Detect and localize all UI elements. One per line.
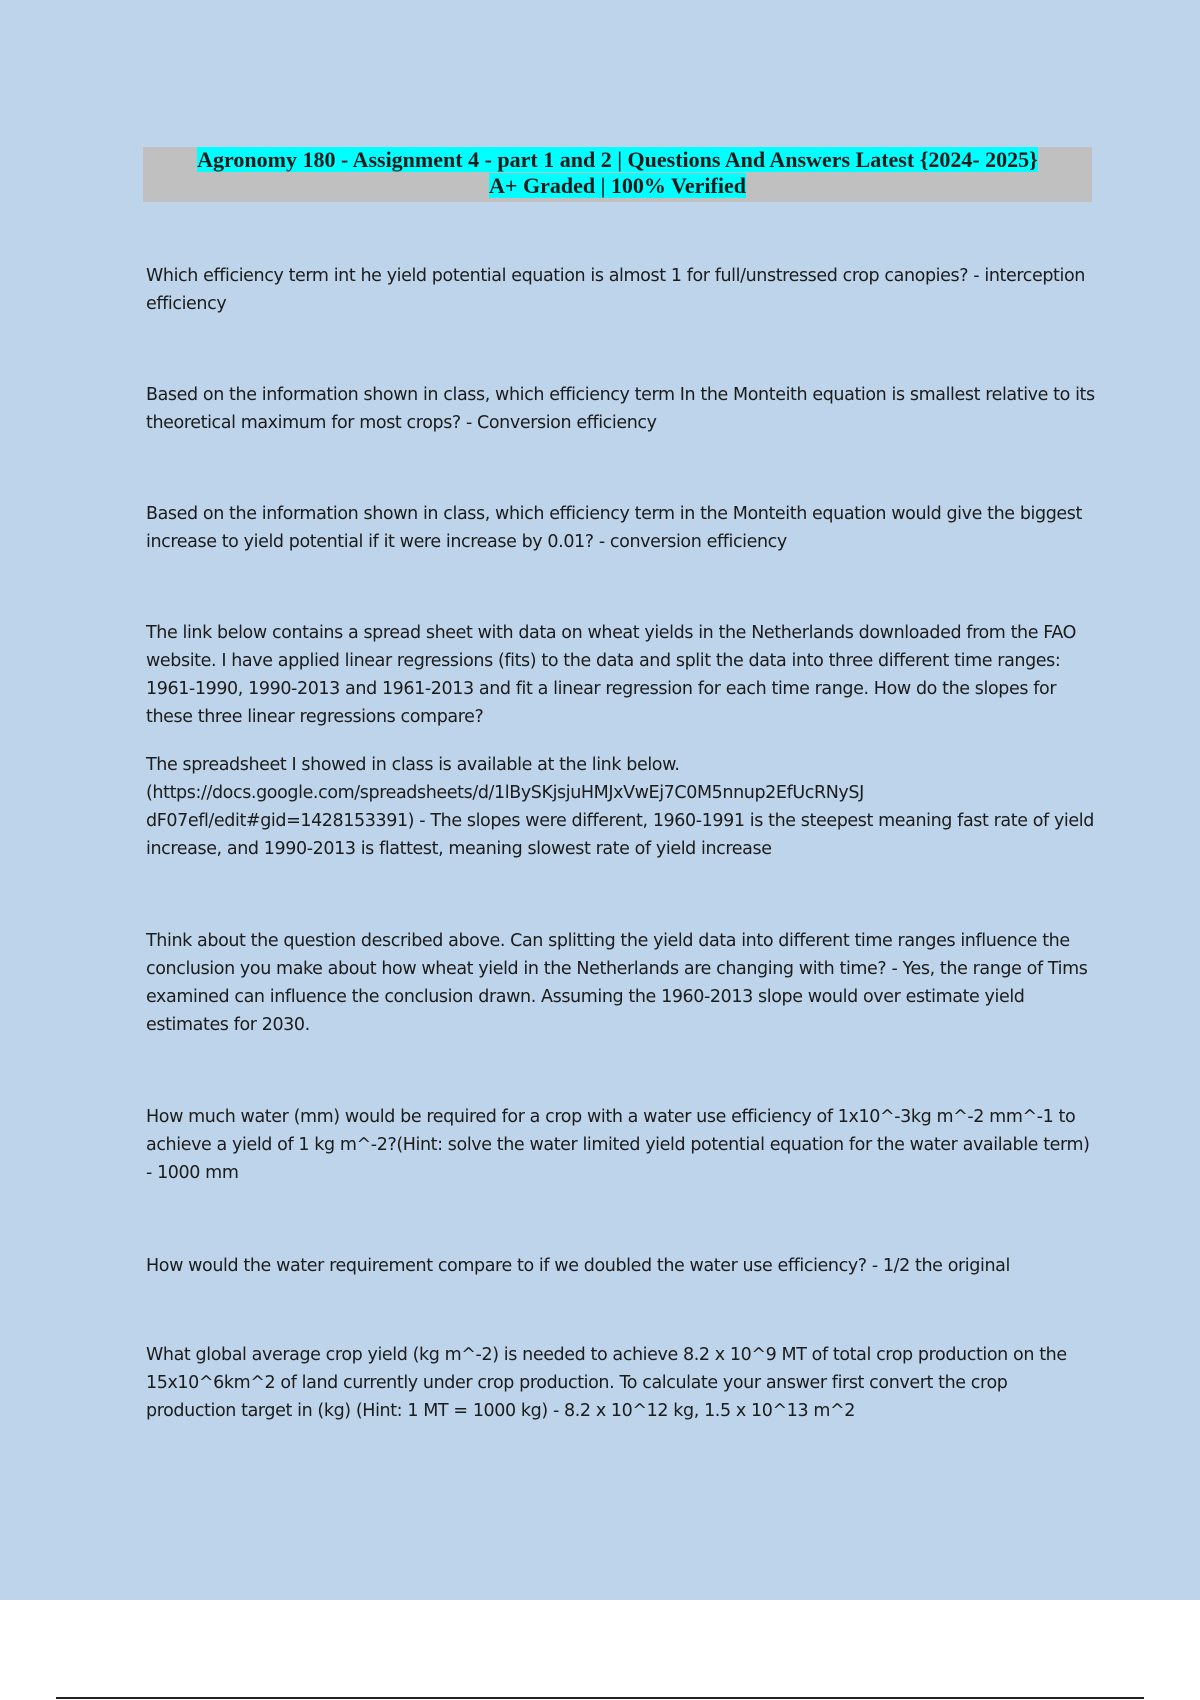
footer-divider [56,1697,1144,1699]
document-title [143,147,1092,202]
qa-paragraph-7: How much water (mm) would be required for a crop with a water use efficiency of 1x10^-3kg m^-2 mm^-1 to achieve a yield of 1 kg m^-2?(Hint: solve the water limited yield potential equation for the water available term) - 1000 mm [146,1107,1090,1183]
title-line-1: Agronomy 180 - Assignment 4 - part 1 and 2 | Questions And Answers Latest {2024- 2025} [197,147,1038,172]
qa-paragraph-9: What global average crop yield (kg m^-2) is needed to achieve 8.2 x 10^9 MT of total crop production on the 15x10^6km^2 of land currently under crop production. To calculate your answer first convert the crop production target in (kg) (Hint: 1 MT = 1000 kg) - 8.2 x 10^12 kg, 1.5 x 10^13 m^2 [146,1345,1067,1421]
qa-paragraph-8: How would the water requirement compare to if we doubled the water use efficiency? - 1/2 the original [146,1256,1010,1276]
qa-paragraph-6: Think about the question described above. Can splitting the yield data into different time ranges influence the conclusion you make about how wheat yield in the Netherlands are changing with time? - Yes, the range of Tims examined can influence the conclusion drawn. Assuming the 1960-2013 slope would over estimate yield estimates for 2030. [146,931,1088,1035]
qa-paragraph-3: Based on the information shown in class, which efficiency term in the Monteith equation would give the biggest increase to yield potential if it were increase by 0.01? - conversion efficiency [146,504,1082,552]
qa-paragraph-2: Based on the information shown in class, which efficiency term In the Monteith equation is smallest relative to its theoretical maximum for most crops? - Conversion efficiency [146,385,1095,433]
qa-paragraph-5: The spreadsheet I showed in class is available at the link below. (https://docs.google.com/spreadsheets/d/1lBySKjsjuHMJxVwEj7C0M5nnup2EfUcRNySJ dF07efl/edit#gid=1428153391) - The slopes were different, 1960-1991 is the steepest meaning fast rate of yield increase, and 1990-2013 is flattest, meaning slowest rate of yield increase [146,755,1094,859]
qa-paragraph-4: The link below contains a spread sheet with data on wheat yields in the Netherlands downloaded from the FAO website. I have applied linear regressions (fits) to the data and split the data into three different time ranges: 1961-1990, 1990-2013 and 1961-2013 and fit a linear regression for each time range. How do the slopes for these three linear regressions compare? [146,623,1076,727]
title-line-2: A+ Graded | 100% Verified [489,173,746,198]
qa-paragraph-1: Which efficiency term int he yield potential equation is almost 1 for full/unstressed crop canopies? - interception efficiency [146,266,1085,314]
